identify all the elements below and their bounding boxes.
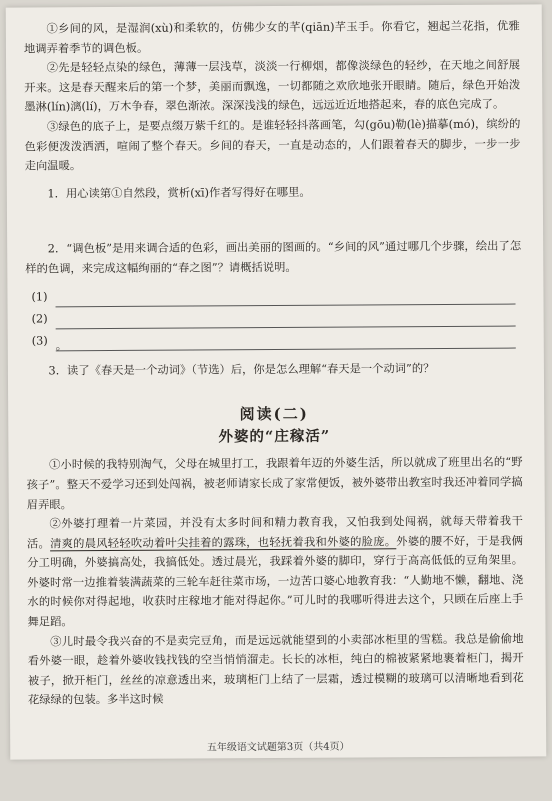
- question-3: 3．读了《春天是一个动词》（节选）后，你是怎么理解“春天是一个动词”的？: [48, 361, 435, 377]
- answer-line-1[interactable]: [25, 282, 521, 307]
- answer-number-2: (2): [31, 312, 48, 326]
- passage1-paragraph-2: ②先是轻轻点染的绿色，薄薄一层浅草，淡淡一行柳烟，都像淡绿色的轻纱，在天地之间舒展开来。这是春天醒来后的第一个梦，美丽而飘逸，一切都随之欢欣地张开眼睛。随后，绿色开始泼墨淋(lín)漓(lí)，万木争春，翠色渐浓。深深浅浅的绿色，远远近近地搭起来，春的底色完成了。: [24, 58, 521, 114]
- question-1: 1．用心读第①自然段，赏析(xī)作者写得好在哪里。: [47, 185, 311, 201]
- passage2-paragraph-2-start: ②外婆打理着一片菜园，并没有太多时间和精力教育我，又怕我到处闯祸，就每天带着我干活。: [26, 514, 523, 551]
- answer-blank-3[interactable]: 。: [56, 333, 516, 351]
- page-content: [24, 17, 524, 711]
- article-title: 外婆的“庄稼活”: [218, 427, 331, 446]
- answer-blank-2[interactable]: [56, 311, 516, 329]
- question-2: 2．“调色板”是用来调合适的色彩，画出美丽的图画的。“乡间的风”通过哪几个步骤，绘出了怎样的色调，来完成这幅绚丽的“春之图”？请概括说明。: [25, 239, 522, 276]
- underlined-sentence: 清爽的晨风轻轻吹动着叶尖挂着的露珠，也轻抚着我和外婆的脸庞。: [50, 534, 397, 551]
- exam-page: [6, 4, 547, 759]
- passage1-paragraph-3: ③绿色的底子上，是要点缀万紫千红的。是谁轻轻抖落画笔，勾(gōu)勒(lè)描摹(mó)，缤纷的色彩便泼泼洒洒，喧闹了整个春天。乡间的春天，一直是动态的，人们跟着春天的脚步，一步一步走向温暖。: [24, 117, 521, 173]
- passage2-paragraph-1: ①小时候的我特别淘气，父母在城里打工，我跟着年迈的外婆生活，所以就成了班里出名的“野孩子”。整天不爱学习还到处闯祸，被老师请家长成了家常便饭，被外婆带出教室时我还冲着同学搞眉弄眼。: [26, 455, 523, 512]
- passage1-paragraph-1: ①乡间的风，是湿润(xù)和柔软的，仿佛少女的芊(qiān)芊玉手。你看它，翘起兰花指，优雅地调弄着季节的调色板。: [23, 19, 520, 56]
- answer-blank-1[interactable]: [55, 289, 515, 307]
- answer-number-1: (1): [31, 290, 48, 304]
- answer-line-3[interactable]: [26, 326, 522, 351]
- passage2-paragraph-3: ③儿时最令我兴奋的不是卖完豆角，而是远远就能望到的小卖部冰柜里的雪糕。我总是偷偷地看外婆一眼，趁着外婆收钱找钱的空当悄悄溜走。长长的冰柜，纯白的棉被紧紧地裹着柜门，揭开被子，掀开柜门，丝丝的凉意透出来，玻璃柜门上结了一层霜，透过模糊的玻璃可以清晰地看到花花绿绿的包装。多半这时候: [27, 632, 524, 707]
- section-heading: 阅读(二): [239, 404, 309, 424]
- answer-number-3: (3): [31, 334, 48, 348]
- passage2-paragraph-2-rest: 外婆的腰不好，于是我俩分工明确，外婆搞高处，我搞低处。透过晨光，我踩着外婆的脚印，穿行于高高低低的豆角架里。外婆时常一边推着装满蔬菜的三轮车赶往菜市场，一边苦口婆心地教育我：“人勤地不懒，翻地、浇水的时候你对得起地，收获时庄稼地才能对得起你。”可儿时的我哪听得进去这个，只顾在后座上手舞足蹈。: [27, 534, 524, 629]
- answer-line-2[interactable]: [26, 304, 522, 329]
- passage2-paragraph-2: [27, 512, 524, 633]
- page-footer: 五年级语文试题第3页（共4页）: [206, 741, 350, 754]
